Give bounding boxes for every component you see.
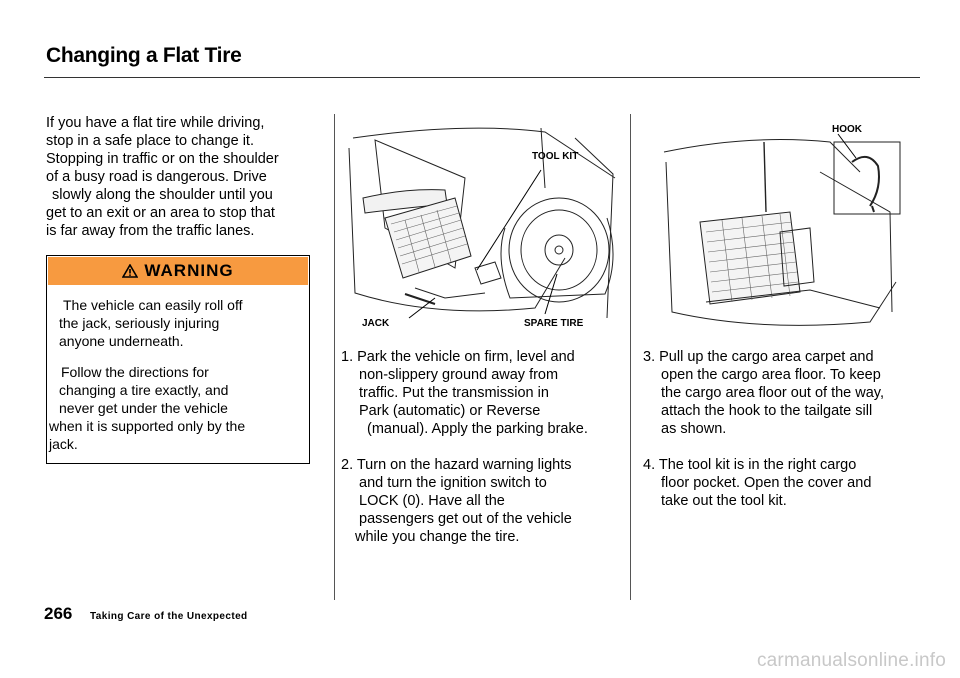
step-line: 2. Turn on the hazard warning lights [341,457,572,473]
warning-line: never get under the vehicle [59,400,228,416]
warning-label: WARNING [144,261,234,280]
step-3 [643,348,925,438]
step-line: 3. Pull up the cargo area carpet and [643,349,874,365]
step-line: attach the hook to the tailgate sill [661,403,873,419]
warning-line: the jack, seriously injuring [59,315,220,331]
step-1 [341,348,623,438]
callout-tool-kit: TOOL KIT [532,151,579,162]
callout-hook: HOOK [832,124,862,135]
warning-line: changing a tire exactly, and [59,382,229,398]
step-line: traffic. Put the transmission in [359,385,549,401]
intro-line: of a busy road is dangerous. Drive [46,169,267,185]
intro-line: get to an exit or an area to stop that [46,205,275,221]
warning-box [46,255,310,464]
step-line: (manual). Apply the parking brake. [367,421,588,437]
intro-line: If you have a flat tire while driving, [46,115,265,131]
intro-line: is far away from the traffic lanes. [46,223,255,239]
intro-paragraph [46,114,326,240]
column-divider-right [630,114,631,600]
warning-line: when it is supported only by the [49,418,246,434]
callout-spare-tire: SPARE TIRE [524,318,584,329]
intro-line: slowly along the shoulder until you [52,187,273,203]
step-line: floor pocket. Open the cover and [661,475,872,491]
step-line: non-slippery ground away from [359,367,559,383]
step-4 [643,456,925,510]
step-line: take out the tool kit. [661,493,787,509]
page-title: Changing a Flat Tire [46,44,242,67]
title-divider [44,77,920,78]
warning-header [48,257,308,285]
callout-jack: JACK [362,318,390,329]
footer-section-title: Taking Care of the Unexpected [90,611,248,622]
cargo-area-illustration [345,118,627,336]
warning-line: Follow the directions for [61,364,209,380]
step-line: and turn the ignition switch to [359,475,547,491]
step-line: 1. Park the vehicle on firm, level and [341,349,575,365]
warning-triangle-icon [122,264,138,278]
warning-text [49,296,307,466]
intro-line: Stopping in traffic or on the shoulder [46,151,279,167]
step-line: the cargo area floor out of the way, [661,385,885,401]
column-divider-left [334,114,335,600]
watermark: carmanualsonline.info [756,650,946,671]
step-line: passengers get out of the vehicle [359,511,572,527]
step-line: 4. The tool kit is in the right cargo [643,457,857,473]
step-2 [341,456,623,546]
step-line: Park (automatic) or Reverse [359,403,541,419]
warning-line: The vehicle can easily roll off [63,297,243,313]
step-line: while you change the tire. [355,529,520,545]
warning-line: anyone underneath. [59,333,184,349]
step-line: LOCK (0). Have all the [359,493,505,509]
cargo-floor-hook-illustration [660,132,904,332]
page-number: 266 [44,604,73,623]
warning-paragraph [59,296,307,350]
warning-line: jack. [49,436,78,452]
step-line: as shown. [661,421,727,437]
step-line: open the cargo area floor. To keep [661,367,881,383]
warning-paragraph [49,363,307,453]
intro-line: stop in a safe place to change it. [46,133,254,149]
